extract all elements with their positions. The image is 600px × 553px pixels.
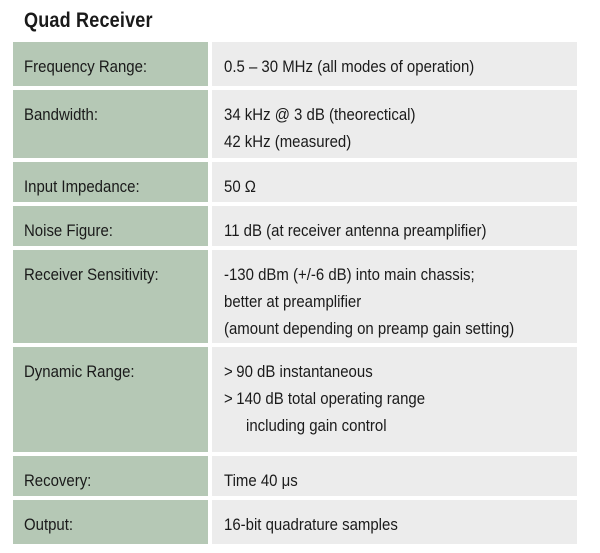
row-value [212, 347, 577, 452]
row-value [212, 90, 577, 158]
row-label: Recovery: [13, 456, 208, 496]
table-row-dynamic-range [13, 347, 577, 452]
row-value [212, 162, 577, 202]
table-row-noise-figure [13, 206, 577, 246]
row-label: Input Impedance: [13, 162, 208, 202]
value-line: 0.5 – 30 MHz (all modes of operation) [224, 57, 475, 76]
value-line: Time 40 μs [224, 471, 298, 490]
row-value [212, 456, 577, 496]
row-label: Frequency Range: [13, 42, 208, 86]
value-line: > 140 dB total operating range [224, 389, 426, 408]
value-line: -130 dBm (+/-6 dB) into main chassis; [224, 265, 475, 284]
row-label: Receiver Sensitivity: [13, 250, 208, 343]
value-line: 16-bit quadrature samples [224, 515, 398, 534]
row-label: Bandwidth: [13, 90, 208, 158]
greater-than-symbol: > [224, 362, 233, 381]
value-line: 34 kHz @ 3 dB (theorectical) [224, 105, 416, 124]
row-value [212, 206, 577, 246]
value-line: better at preamplifier [224, 292, 362, 311]
row-label: Output: [13, 500, 208, 544]
value-line: (amount depending on preamp gain setting) [224, 319, 515, 338]
value-line: 11 dB (at receiver antenna preamplifier) [224, 221, 487, 240]
table-row-bandwidth [13, 90, 577, 158]
spec-table [13, 42, 577, 548]
row-value [212, 42, 577, 86]
value-line: > 90 dB instantaneous [224, 362, 373, 381]
table-row-input-impedance [13, 162, 577, 202]
row-label: Dynamic Range: [13, 347, 208, 452]
table-row-recovery [13, 456, 577, 496]
row-value [212, 250, 577, 343]
table-row-receiver-sensitivity [13, 250, 577, 343]
row-value [212, 500, 577, 544]
table-row-frequency-range [13, 42, 577, 86]
table-row-output [13, 500, 577, 544]
row-label: Noise Figure: [13, 206, 208, 246]
value-line: 42 kHz (measured) [224, 132, 352, 151]
page-title: Quad Receiver [24, 9, 153, 32]
value-line: including gain control [246, 416, 387, 435]
value-line: 50 Ω [224, 177, 256, 196]
greater-than-symbol: > [224, 389, 233, 408]
